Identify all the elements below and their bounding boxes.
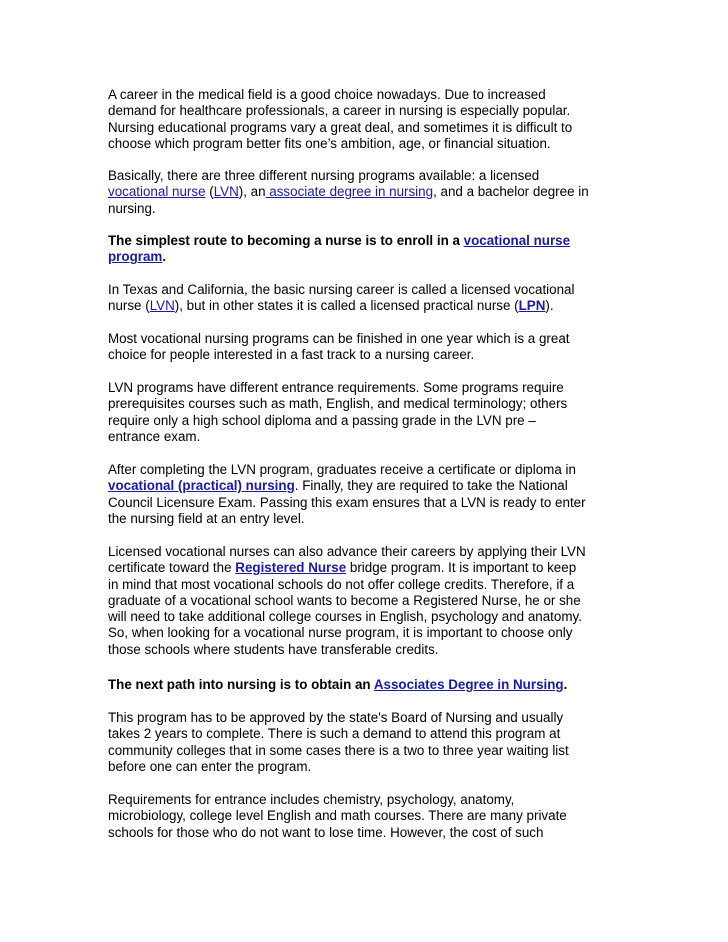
text-line — [108, 478, 668, 494]
text-fragment: ). — [545, 298, 554, 314]
text-fragment: nurse ( — [108, 298, 150, 314]
link-vocational-nurse-program[interactable]: vocational nurse — [463, 233, 571, 248]
text-fragment: ), an — [238, 184, 266, 200]
paragraph-texas-california — [108, 282, 668, 315]
text-line: in mind that most vocational schools do not offer college credits. Therefore, if a — [108, 576, 575, 592]
text-line — [108, 233, 668, 249]
text-line: After completing the LVN program, graduates receive a certificate or diploma in — [108, 462, 576, 477]
text-line: takes 2 years to complete. There is such a demand to attend this program at — [108, 726, 561, 742]
text-line: A career in the medical field is a good choice nowadays. Due to increased — [108, 87, 546, 102]
text-line: graduate of a vocational school wants to become a Registered Nurse, he or she — [108, 592, 581, 608]
text-line — [108, 298, 668, 314]
link-lpn[interactable]: LPN — [518, 298, 546, 314]
text-fragment: The simplest route to becoming a nurse is to enroll in a — [108, 233, 464, 248]
text-line: choose which program better fits one’s ambition, age, or financial situation. — [108, 135, 551, 151]
paragraph-after-completing — [108, 462, 668, 527]
paragraph-board-of-nursing — [108, 710, 668, 775]
link-vocational-nurse[interactable]: vocational nurse — [108, 184, 206, 200]
text-line: So, when looking for a vocational nurse program, it is important to choose only — [108, 625, 573, 641]
text-line: Basically, there are three different nursing programs available: a licensed — [108, 168, 540, 183]
link-associates-degree-in-nursing[interactable]: Associates Degree in Nursing — [373, 677, 564, 692]
text-line: those schools where students have transferable credits. — [108, 641, 439, 657]
text-fragment: The next path into nursing is to obtain an — [108, 677, 374, 692]
paragraph-next-path — [108, 677, 668, 693]
link-vocational-practical-nursing[interactable]: vocational (practical) nursing — [108, 478, 295, 494]
link-associate-degree[interactable]: associate degree in nursing — [265, 184, 434, 200]
text-line: microbiology, college level English and math courses. There are many private — [108, 808, 567, 824]
paragraph-one-year — [108, 331, 668, 364]
link-vocational-nurse-program-cont[interactable]: program — [108, 249, 163, 265]
text-line: Most vocational nursing programs can be finished in one year which is a great — [108, 331, 570, 346]
text-line: This program has to be approved by the state's Board of Nursing and usually — [108, 710, 564, 725]
text-line: entrance exam. — [108, 428, 201, 444]
text-line: will need to take additional college courses in English, psychology and anatomy. — [108, 609, 582, 625]
link-lvn[interactable]: LVN — [149, 298, 175, 314]
text-line: Council Licensure Exam. Passing this exam ensures that a LVN is ready to enter — [108, 494, 586, 510]
text-fragment: ), but in other states it is called a licensed practical nurse ( — [174, 298, 519, 314]
text-fragment: ( — [205, 184, 214, 200]
text-fragment: . — [563, 677, 568, 692]
text-fragment: certificate toward the — [108, 560, 236, 576]
text-line: Licensed vocational nurses can also advance their careers by applying their LVN — [108, 544, 586, 559]
text-line: Requirements for entrance includes chemistry, psychology, anatomy, — [108, 792, 515, 807]
text-line — [108, 677, 668, 693]
text-line — [108, 249, 668, 265]
text-line: nursing. — [108, 200, 156, 216]
text-line: demand for healthcare professionals, a career in nursing is especially popular. — [108, 103, 571, 119]
link-registered-nurse[interactable]: Registered Nurse — [235, 560, 347, 576]
text-fragment: . — [162, 249, 167, 265]
text-line: In Texas and California, the basic nursing career is called a licensed vocational — [108, 282, 575, 297]
paragraph-intro — [108, 87, 668, 152]
text-line: before one can enter the program. — [108, 758, 312, 774]
text-fragment: . Finally, they are required to take the National — [294, 478, 568, 494]
text-line: prerequisites courses such as math, English, and medical terminology; others — [108, 396, 568, 412]
paragraph-simplest-route — [108, 233, 668, 266]
text-line — [108, 560, 668, 576]
text-line: the nursing field at an entry level. — [108, 510, 305, 526]
text-line: community colleges that in some cases there is a two to three year waiting list — [108, 742, 569, 758]
paragraph-advance-careers — [108, 544, 668, 658]
text-fragment: bridge program. It is important to keep — [346, 560, 577, 576]
paragraph-programs — [108, 168, 668, 217]
text-fragment: , and a bachelor degree in — [433, 184, 589, 200]
text-line: LVN programs have different entrance requirements. Some programs require — [108, 380, 564, 395]
paragraph-entrance-requirements — [108, 380, 668, 445]
text-line — [108, 184, 668, 200]
text-line: require only a high school diploma and a passing grade in the LVN pre – — [108, 412, 536, 428]
text-line: schools for those who do not want to lose time. However, the cost of such — [108, 824, 544, 840]
link-lvn[interactable]: LVN — [213, 184, 239, 200]
text-line: Nursing educational programs vary a great deal, and sometimes it is difficult to — [108, 119, 573, 135]
text-line: choice for people interested in a fast track to a nursing career. — [108, 347, 475, 363]
paragraph-requirements — [108, 792, 668, 841]
